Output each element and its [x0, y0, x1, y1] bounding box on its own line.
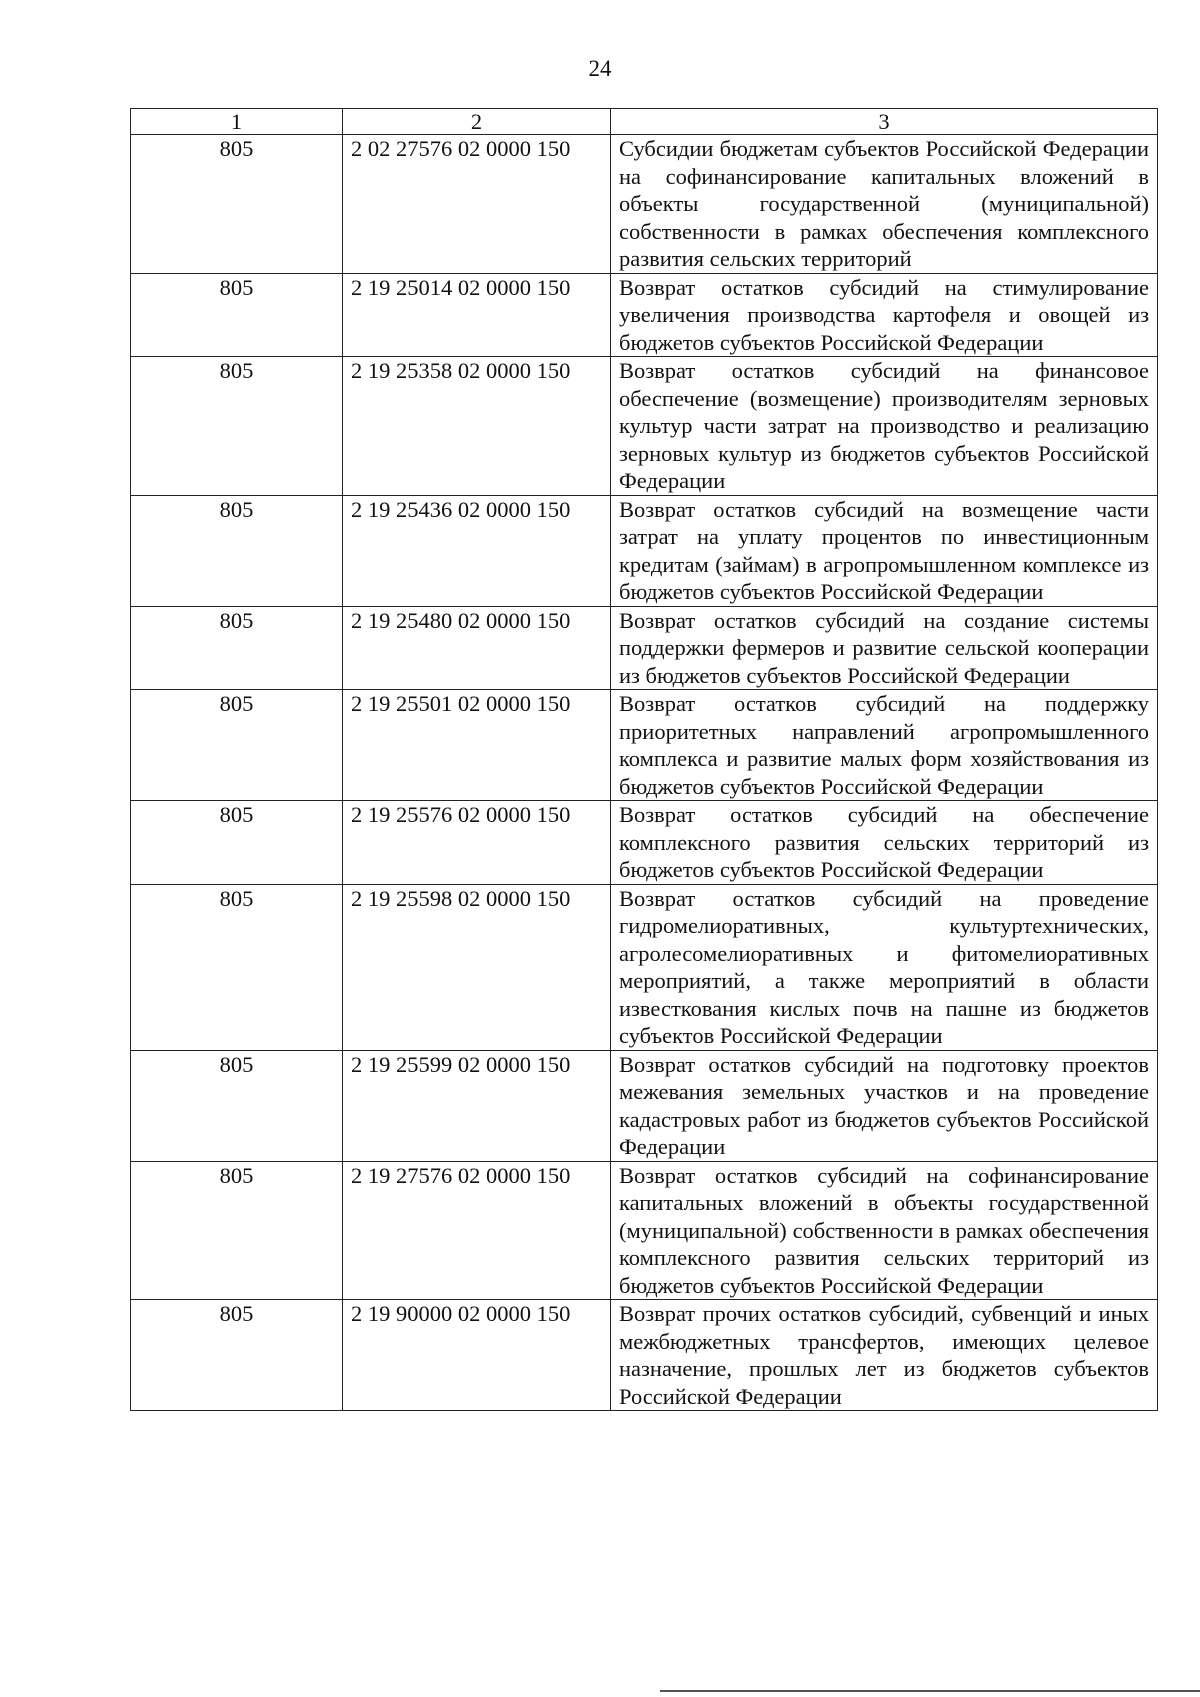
budget-codes-table — [130, 108, 1158, 1411]
table-row — [131, 495, 1158, 606]
table-row — [131, 357, 1158, 496]
admin-code-cell: 805 — [131, 690, 343, 801]
table-row — [131, 1050, 1158, 1161]
table-body — [131, 135, 1158, 1411]
header-row — [131, 109, 1158, 135]
page-number: 24 — [588, 56, 612, 81]
budget-code-cell: 2 19 90000 02 0000 150 — [343, 1300, 611, 1411]
budget-code-cell: 2 19 25480 02 0000 150 — [343, 606, 611, 690]
admin-code-cell: 805 — [131, 1161, 343, 1300]
income-name-cell: Возврат остатков субсидий на поддержку приоритетных направлений агропромышленного комплекса и развитие малых форм хозяйствования из бюджетов субъектов Российской Федерации — [611, 690, 1158, 801]
budget-code-cell: 2 19 27576 02 0000 150 — [343, 1161, 611, 1300]
income-name-cell: Возврат остатков субсидий на подготовку проектов межевания земельных участков и на проведение кадастровых работ из бюджетов субъектов Российской Федерации — [611, 1050, 1158, 1161]
table-row — [131, 273, 1158, 357]
table-row — [131, 884, 1158, 1050]
budget-code-cell: 2 19 25014 02 0000 150 — [343, 273, 611, 357]
admin-code-cell: 805 — [131, 606, 343, 690]
budget-code-cell: 2 19 25436 02 0000 150 — [343, 495, 611, 606]
table-row — [131, 1161, 1158, 1300]
page-edge-line — [660, 1690, 1200, 1692]
column-header-2: 2 — [343, 109, 611, 135]
table-row — [131, 1300, 1158, 1411]
table-row — [131, 801, 1158, 885]
admin-code-cell: 805 — [131, 1050, 343, 1161]
admin-code-cell: 805 — [131, 495, 343, 606]
income-name-cell: Возврат остатков субсидий на стимулирование увеличения производства картофеля и овощей из бюджетов субъектов Российской Федерации — [611, 273, 1158, 357]
table-row — [131, 135, 1158, 274]
income-name-cell: Возврат прочих остатков субсидий, субвенций и иных межбюджетных трансфертов, имеющих целевое назначение, прошлых лет из бюджетов субъектов Российской Федерации — [611, 1300, 1158, 1411]
table-row — [131, 606, 1158, 690]
income-name-cell: Возврат остатков субсидий на обеспечение комплексного развития сельских территорий из бюджетов субъектов Российской Федерации — [611, 801, 1158, 885]
budget-code-cell: 2 19 25599 02 0000 150 — [343, 1050, 611, 1161]
budget-code-cell: 2 19 25501 02 0000 150 — [343, 690, 611, 801]
column-header-1: 1 — [131, 109, 343, 135]
budget-code-cell: 2 19 25576 02 0000 150 — [343, 801, 611, 885]
table-row — [131, 690, 1158, 801]
admin-code-cell: 805 — [131, 801, 343, 885]
admin-code-cell: 805 — [131, 135, 343, 274]
budget-code-cell: 2 19 25598 02 0000 150 — [343, 884, 611, 1050]
admin-code-cell: 805 — [131, 273, 343, 357]
income-name-cell: Возврат остатков субсидий на создание системы поддержки фермеров и развитие сельской кооперации из бюджетов субъектов Российской Федерации — [611, 606, 1158, 690]
income-name-cell: Возврат остатков субсидий на возмещение части затрат на уплату процентов по инвестиционным кредитам (займам) в агропромышленном комплексе из бюджетов субъектов Российской Федерации — [611, 495, 1158, 606]
column-header-3: 3 — [611, 109, 1158, 135]
budget-code-cell: 2 02 27576 02 0000 150 — [343, 135, 611, 274]
table-header — [131, 109, 1158, 135]
income-name-cell: Возврат остатков субсидий на софинансирование капитальных вложений в объекты государственной (муниципальной) собственности в рамках обеспечения комплексного развития сельских территорий из бюджетов субъектов Российской Федерации — [611, 1161, 1158, 1300]
income-name-cell: Возврат остатков субсидий на проведение гидромелиоративных, культуртехнических, агролесомелиоративных и фитомелиоративных мероприятий, а также мероприятий в области известкования кислых почв на пашне из бюджетов субъектов Российской Федерации — [611, 884, 1158, 1050]
income-name-cell: Субсидии бюджетам субъектов Российской Федерации на софинансирование капитальных вложений в объекты государственной (муниципальной) собственности в рамках обеспечения комплексного развития сельских территорий — [611, 135, 1158, 274]
income-name-cell: Возврат остатков субсидий на финансовое обеспечение (возмещение) производителям зерновых культур части затрат на производство и реализацию зерновых культур из бюджетов субъектов Российской Федерации — [611, 357, 1158, 496]
admin-code-cell: 805 — [131, 884, 343, 1050]
budget-code-cell: 2 19 25358 02 0000 150 — [343, 357, 611, 496]
admin-code-cell: 805 — [131, 1300, 343, 1411]
admin-code-cell: 805 — [131, 357, 343, 496]
